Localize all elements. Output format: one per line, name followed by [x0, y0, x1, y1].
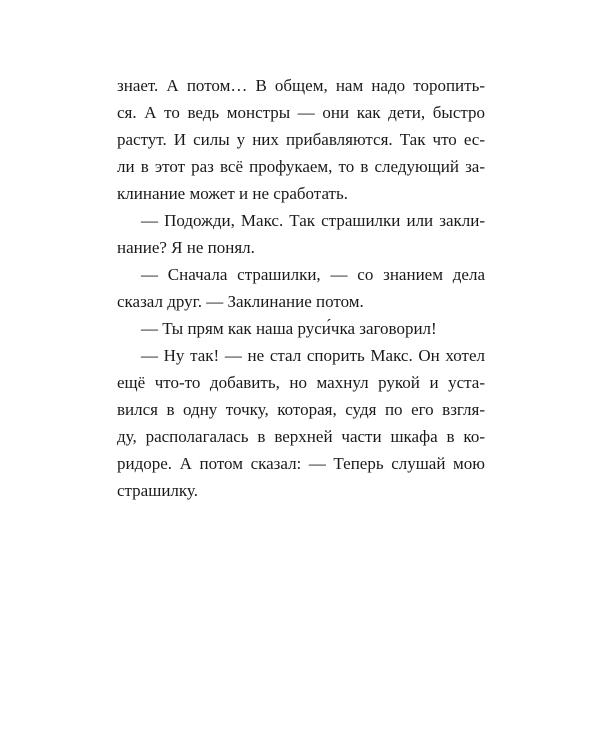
dialogue-line: — Ну так! — не стал спорить Макс. Он хотел: [141, 346, 485, 365]
text-line: ся. А то ведь монстры — они как дети, быстро: [117, 103, 485, 122]
dialogue-line: — Ты прям как наша руси́чка заговорил!: [141, 319, 437, 338]
text-line: страшилку.: [117, 481, 198, 500]
text-line: ридоре. А потом сказал: — Теперь слушай мою: [117, 454, 485, 473]
text-line: ли в этот раз всё профукаем, то в следующий за-: [117, 157, 485, 176]
text-line: вился в одну точку, которая, судя по его взгля-: [117, 400, 485, 419]
text-line: нание? Я не понял.: [117, 238, 255, 257]
text-line: сказал друг. — Заклинание потом.: [117, 292, 364, 311]
text-line: клинание может и не сработать.: [117, 184, 348, 203]
text-line: растут. И силы у них прибавляются. Так что ес-: [117, 130, 485, 149]
body-text: [117, 72, 485, 504]
text-line: ещё что-то добавить, но махнул рукой и уста-: [117, 373, 485, 392]
text-line: ду, располагалась в верхней части шкафа в ко-: [117, 427, 485, 446]
text-line: знает. А потом… В общем, нам надо торопить-: [117, 76, 485, 95]
dialogue-line: — Сначала страшилки, — со знанием дела: [141, 265, 485, 284]
dialogue-line: — Подожди, Макс. Так страшилки или закли-: [141, 211, 485, 230]
